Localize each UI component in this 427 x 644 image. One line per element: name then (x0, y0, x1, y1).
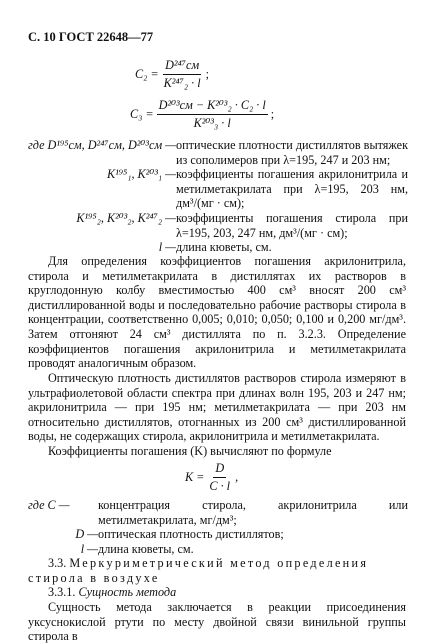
definitions-list-1 (28, 138, 408, 255)
subsection-title: Сущность метода (78, 585, 177, 599)
definitions-list-2 (28, 498, 408, 556)
definition-text: коэффициенты погашения акрилонитрила и метилметакрилата при λ=195, 203 нм, дм³/(мг · см); (176, 167, 408, 211)
definition-text: оптические плотности дистиллятов вытяжек из сополимеров при λ=195, 247 и 203 нм; (176, 138, 408, 167)
definition-text: концентрация стирола, акрилонитрила или метилметакрилата, мг/дм³; (98, 498, 408, 527)
formula-c3-end: ; (270, 106, 275, 121)
definition-symbol: l — (80, 541, 98, 556)
definition-symbol: где C — (28, 498, 70, 512)
formula-c3-numerator: D²⁰³см − K²⁰³₂ · C₂ · l (157, 98, 268, 115)
definition-row (28, 240, 408, 255)
definition-symbol: K¹⁹⁵₁, K²⁰³₁ — (106, 167, 176, 182)
paragraph-optical-density: Оптическую плотность дистиллятов растворов стирола измеряют в ультрафиолетовой области спектра при длинах волн 195, 203 и 247 нм; акрилонитрила — при 195 нм; метилметакрилата — при 203 нм относительно дистиллятов, отогнанных из 200 см³ дистиллированной воды, не содержащих стирола, акрилонитрила и метилметакрилата. (28, 371, 406, 444)
formula-c2-denominator: K²⁴⁷₂ · l (163, 75, 201, 90)
formula-c2-lhs: C₂ = (135, 66, 159, 81)
definition-text: длина кюветы, см. (98, 541, 194, 556)
subsection-number: 3.3.1. (48, 585, 76, 599)
definition-symbol: K¹⁹⁵₂, K²⁰³₂, K²⁴⁷₂ — (76, 210, 176, 225)
paragraph-method-essence: Сущность метода заключается в реакции присоединения уксуснокислой ртути по месту двойной связи винильной группы стирола в (28, 600, 406, 644)
formula-k-denominator: C · l (209, 478, 231, 493)
formula-c2-fraction (162, 58, 203, 90)
formula-c3-denominator: K²⁰³₃ · l (193, 115, 231, 130)
definition-symbol: l — (158, 240, 176, 255)
formula-c3 (130, 98, 274, 130)
paragraph-formula-intro: Коэффициенты погашения (K) вычисляют по формуле (48, 444, 332, 458)
definition-text: коэффициенты погашения стирола при λ=195, 203, 247 нм, дм³/(мг · см); (176, 210, 408, 240)
formula-c2 (135, 58, 209, 90)
formula-k-fraction (207, 461, 232, 493)
formula-k-end: , (235, 469, 239, 484)
definition-row (28, 167, 408, 211)
formula-c3-lhs: C₃ = (130, 106, 154, 121)
formula-k-lhs: K = (185, 469, 205, 484)
definition-row (28, 211, 408, 240)
section-number: 3.3. (48, 556, 67, 570)
formula-k-numerator: D (213, 461, 226, 478)
section-title: Меркуриметрический метод определения стирола в воздухе (28, 556, 369, 585)
formula-k (185, 461, 238, 493)
formula-c2-numerator: D²⁴⁷см (163, 58, 201, 75)
definition-row (28, 527, 408, 542)
subsection-heading-3-3-1 (48, 585, 176, 600)
definition-symbol: где D¹⁹⁵см, D²⁴⁷см, D²⁰³см — (28, 138, 177, 152)
paragraph-coefficients: Для определения коэффициентов погашения акрилонитрила, стирола и метилметакрилата в дистиллятах их растворов в круглодонную колбу вместимостью 400 см³ вносят 200 см³ дистиллированной воды и последовательно рабочие растворы стирола в концентрации, соответственно 0,005; 0,010; 0,050; 0,100 и 0,200 мг/дм³. Затем отгоняют 24 см³ дистиллята по п. 3.2.3. Определение коэффициентов погашения акрилонитрила и метилметакрилата проводят аналогичным образом. (28, 254, 406, 371)
definition-symbol: D — (75, 527, 98, 542)
formula-c2-end: ; (205, 66, 210, 81)
page-header: С. 10 ГОСТ 22648—77 (28, 30, 154, 44)
definition-row (28, 498, 408, 527)
definition-row (28, 542, 408, 557)
formula-c3-fraction (157, 98, 268, 130)
definition-text: оптическая плотность дистиллятов; (98, 527, 284, 542)
definition-row (28, 138, 408, 167)
section-heading-3-3 (28, 556, 406, 585)
definition-text: длина кюветы, см. (176, 240, 272, 255)
